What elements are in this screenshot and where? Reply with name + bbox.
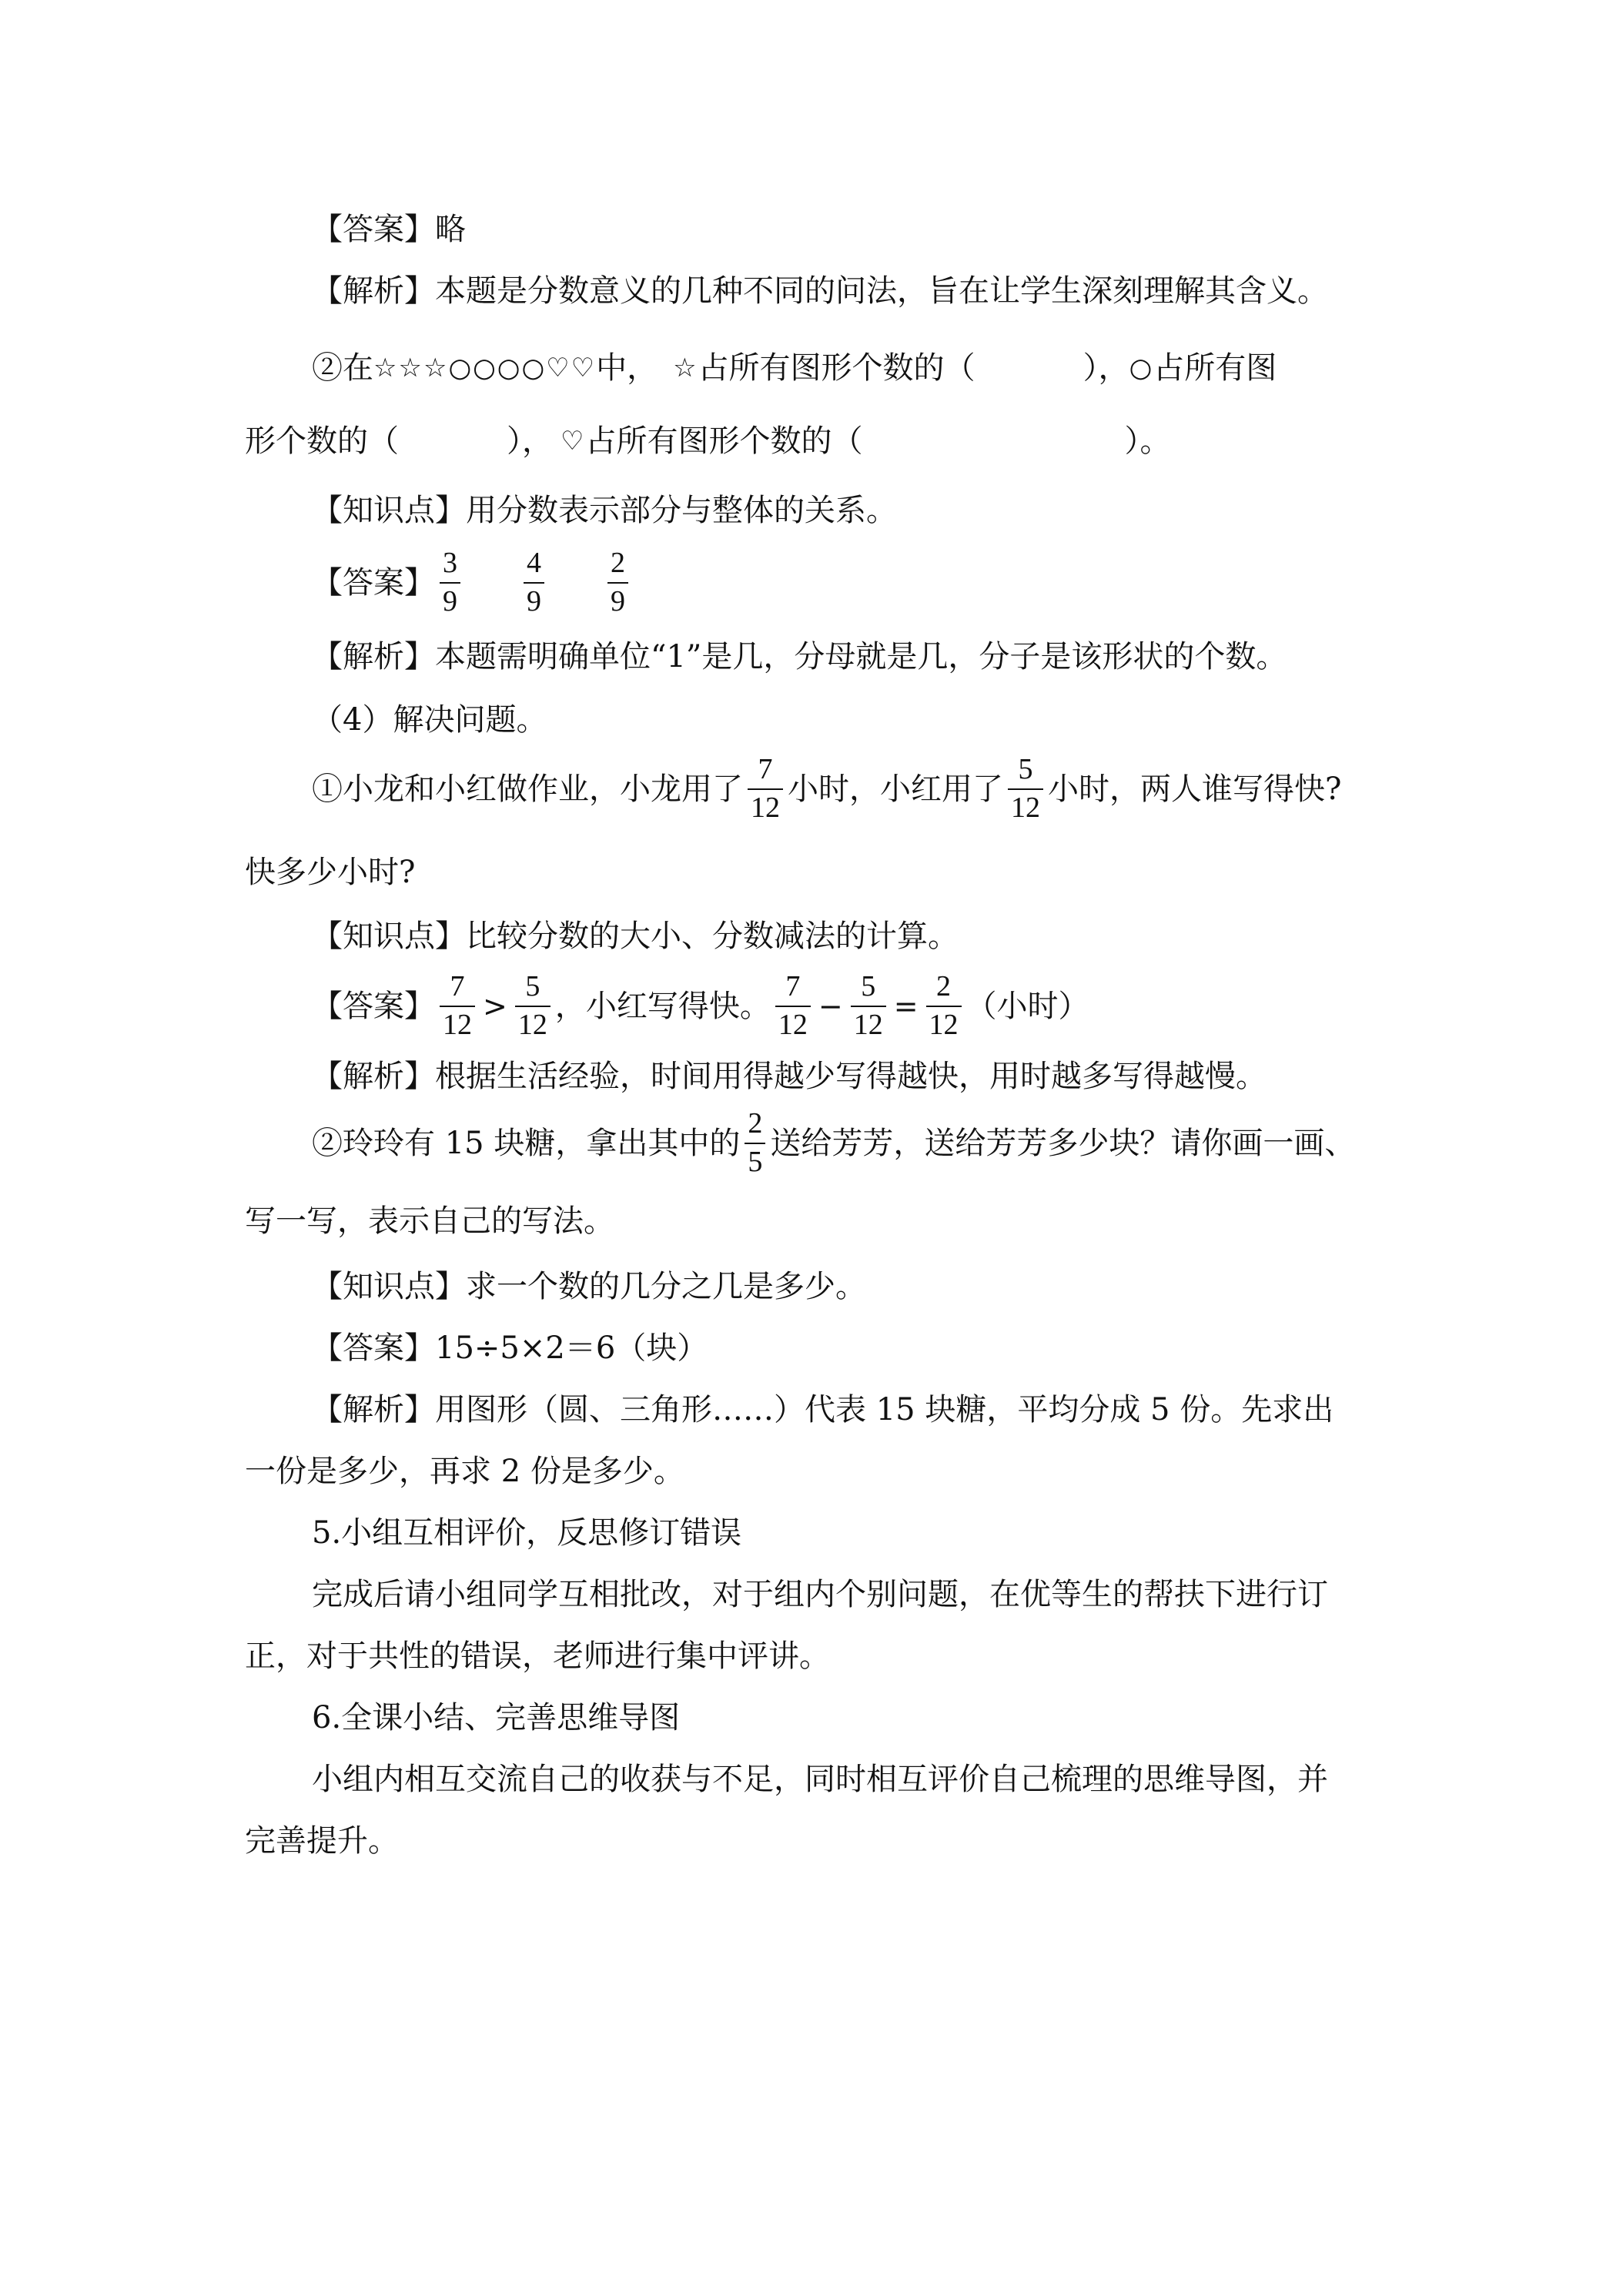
answer-unit: （小时） [965,988,1089,1024]
answer-line-2 [0,548,1623,618]
fraction: $\frac{7}{12}$ [440,972,475,1041]
question-lead: ②在 [312,350,373,386]
minus-sign: − [818,989,843,1023]
analysis-tag: 【解析】 [312,273,435,309]
analysis-line-2 [0,639,1623,672]
circle-icon: ○ [1129,353,1154,383]
fraction: $\frac{2}{9}$ [607,548,628,618]
problem-text: ①小龙和小红做作业，小龙用了 [312,771,743,807]
equals-sign: = [893,989,919,1023]
knowledge-tag: 【知识点】 [312,919,466,954]
fraction: $\frac{5}{12}$ [1008,755,1043,824]
analysis-line-4-cont [0,1454,1623,1487]
question-text: 中， [596,350,658,386]
analysis-text: 用图形（圆、三角形……）代表 15 块糖，平均分成 5 份。先求出 [435,1392,1334,1427]
fraction: $\frac{4}{9}$ [524,548,544,618]
paragraph-text: 完善提升。 [245,1823,399,1859]
answer-tag: 【答案】 [312,1330,435,1366]
knowledge-line-2 [0,919,1623,952]
answer-text: 15÷5×2＝6（块） [435,1330,708,1366]
step-5-heading [0,1515,1623,1551]
analysis-text: 本题需明确单位“1”是几，分母就是几，分子是该形状的个数。 [435,639,1287,674]
question-text: 占所有图形个数的（ [698,350,975,386]
star-icon: ☆ [673,353,698,383]
analysis-text: 根据生活经验，时间用得越少写得越快，用时越多写得越慢。 [435,1059,1267,1094]
step-6-paragraph-line-2 [0,1823,1623,1859]
knowledge-text: 求一个数的几分之几是多少。 [466,1269,866,1304]
section-heading-text: （4）解决问题。 [312,702,547,738]
paragraph-text: 小组内相互交流自己的收获与不足，同时相互评价自己梳理的思维导图，并 [312,1762,1328,1797]
knowledge-text: 用分数表示部分与整体的关系。 [466,493,897,528]
knowledge-text: 比较分数的大小、分数减法的计算。 [466,919,959,954]
question-2-line-1 [0,350,1623,386]
analysis-line-4 [0,1392,1623,1425]
answer-line-4 [0,1330,1623,1364]
analysis-tag: 【解析】 [312,639,435,674]
fraction: $\frac{7}{12}$ [748,755,783,824]
knowledge-line-3 [0,1269,1623,1302]
analysis-text: 本题是分数意义的几种不同的问法，旨在让学生深刻理解其含义。 [435,273,1328,309]
analysis-line-3 [0,1059,1623,1092]
problem-1-line-1 [0,755,1623,824]
problem-text: 快多少小时? [245,855,416,890]
question-text: 占所有图 [1153,350,1277,386]
question-text: 占所有图形个数的（ [585,423,863,459]
answer-tag: 【答案】 [312,988,435,1024]
fraction: $\frac{2}{5}$ [745,1109,765,1178]
step-5-paragraph-line-1 [0,1577,1623,1610]
knowledge-tag: 【知识点】 [312,493,466,528]
step-6-paragraph-line-1 [0,1762,1623,1795]
question-text: 形个数的（ [245,423,399,459]
question-2-line-2 [0,423,1623,457]
analysis-tag: 【解析】 [312,1392,435,1427]
problem-text: 小时，两人谁写得快? [1048,771,1342,807]
greater-than-sign: > [483,989,507,1023]
fraction: $\frac{5}{12}$ [515,972,550,1041]
paragraph-text: 正，对于共性的错误，老师进行集中评讲。 [245,1638,830,1674]
problem-1-line-2 [0,855,1623,888]
knowledge-line-1 [0,493,1623,526]
problem-2-line-2 [0,1203,1623,1237]
step-6-heading [0,1700,1623,1733]
heart-icon: ♡ [561,426,586,457]
analysis-tag: 【解析】 [312,1059,435,1094]
question-text: ）。 [1124,423,1171,459]
shape-sequence: ☆☆☆○○○○♡♡ [373,353,597,383]
answer-tag: 【答案】 [312,564,435,601]
problem-text: 小时，小红用了 [788,771,1003,807]
problem-text: ②玲玲有 15 块糖，拿出其中的 [312,1125,741,1161]
fraction: $\frac{3}{9}$ [440,548,460,618]
analysis-text: 一份是多少，再求 2 份是多少。 [245,1454,684,1489]
fraction: $\frac{5}{12}$ [851,972,886,1041]
question-text: ）， [507,423,553,459]
answer-text: 略 [435,212,466,247]
problem-text: 写一写，表示自己的写法。 [245,1203,614,1239]
section-heading [0,702,1623,738]
step-heading-text: 5.小组互相评价，反思修订错误 [312,1515,742,1551]
answer-tag: 【答案】 [312,212,435,247]
fraction: $\frac{2}{12}$ [926,972,962,1041]
analysis-line-1 [0,273,1623,309]
knowledge-tag: 【知识点】 [312,1269,466,1304]
paragraph-text: 完成后请小组同学互相批改，对于组内个别问题，在优等生的帮扶下进行订 [312,1577,1328,1612]
problem-text: 送给芳芳，送给芳芳多少块？请你画一画、 [770,1125,1356,1161]
answer-line-1 [0,212,1623,245]
step-5-paragraph-line-2 [0,1638,1623,1672]
fraction: $\frac{7}{12}$ [775,972,811,1041]
problem-2-line-1 [0,1109,1623,1178]
answer-line-3 [0,972,1623,1041]
question-text: ）， [1083,350,1129,386]
step-heading-text: 6.全课小结、完善思维导图 [312,1700,681,1735]
answer-text: ，小红写得快。 [554,988,771,1024]
